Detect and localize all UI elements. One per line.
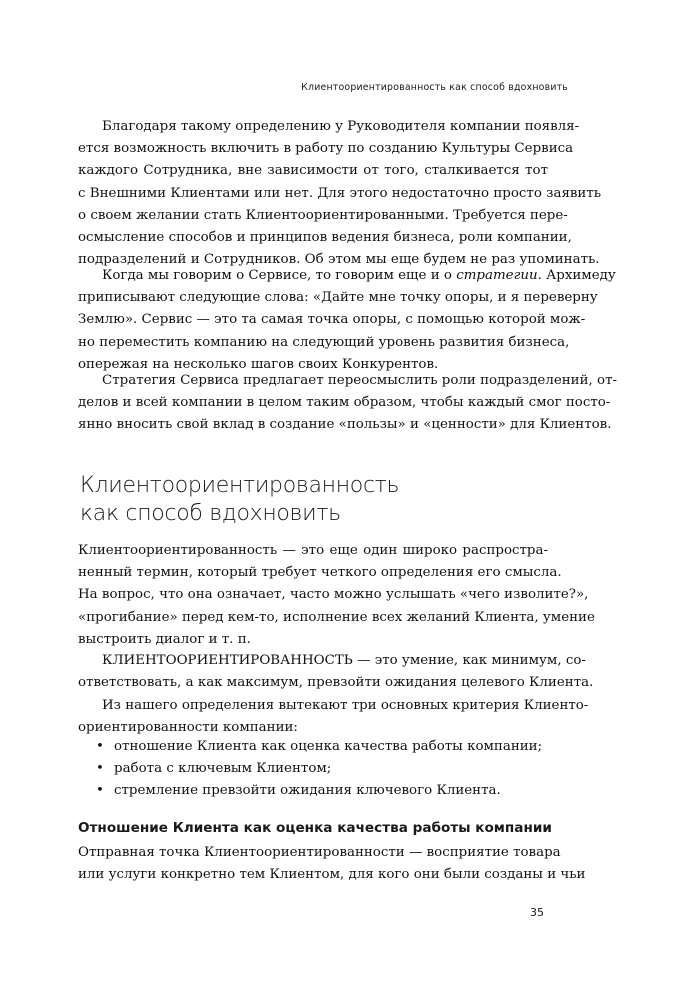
text-line: ется возможность включить в работу по созданию Культуры Сервиса bbox=[78, 141, 574, 157]
section-title bbox=[80, 472, 399, 528]
list-item bbox=[96, 736, 542, 758]
text-line: ответствовать, а как максимум, превзойти ожидания целевого Клиента. bbox=[78, 675, 594, 691]
section-title-line: Клиентоориентированность bbox=[80, 473, 400, 498]
text-line: КЛИЕНТООРИЕНТИРОВАННОСТЬ — это умение, как минимум, со- bbox=[102, 653, 586, 668]
paragraph-2 bbox=[78, 265, 616, 376]
paragraph-1 bbox=[78, 116, 602, 271]
running-header: Клиентоориентированность как способ вдохновить bbox=[301, 82, 568, 93]
subheading: Отношение Клиента как оценка качества работы компании bbox=[78, 820, 552, 836]
text-line: «прогибание» перед кем-то, исполнение всех желаний Клиента, умение bbox=[78, 609, 595, 625]
text-line: приписывают следующие слова: «Дайте мне точку опоры, и я переверну bbox=[78, 290, 598, 306]
text-line: делов и всей компании в целом таким образом, чтобы каждый смог посто- bbox=[78, 395, 611, 411]
text-line: На вопрос, что она означает, часто можно услышать «чего изволите?», bbox=[78, 587, 589, 603]
text-line: Стратегия Сервиса предлагает переосмыслить роли подразделений, от- bbox=[102, 373, 618, 388]
text-line: Из нашего определения вытекают три основных критерия Клиенто- bbox=[102, 698, 589, 713]
text-line: Клиентоориентированность — это еще один широко распростра- bbox=[78, 543, 548, 558]
italic-term: стратегии bbox=[456, 268, 538, 283]
paragraph-7 bbox=[78, 842, 586, 886]
text-line: ненный термин, который требует четкого определения его смысла. bbox=[78, 565, 562, 581]
list-item-text: работа с ключевым Клиентом; bbox=[114, 761, 332, 777]
section-title-line: как способ вдохновить bbox=[80, 501, 341, 526]
text-line: ориентированности компании: bbox=[78, 720, 298, 736]
text-line: выстроить диалог и т. п. bbox=[78, 631, 251, 647]
text-line: янно вносить свой вклад в создание «пользы» и «ценности» для Клиентов. bbox=[78, 417, 612, 433]
text-line: о своем желании стать Клиентоориентированными. Требуется пере- bbox=[78, 207, 568, 223]
bullet-marker: • bbox=[96, 739, 104, 754]
list-item-text: стремление превзойти ожидания ключевого Клиента. bbox=[114, 783, 501, 799]
text-run: . Архимеду bbox=[537, 268, 616, 283]
text-line: Отправная точка Клиентоориентированности — восприятие товара bbox=[78, 845, 561, 860]
text-line: осмысление способов и принципов ведения бизнеса, роли компании, bbox=[78, 229, 572, 245]
list-item-text: отношение Клиента как оценка качества работы компании; bbox=[114, 739, 543, 754]
bullet-list bbox=[96, 736, 542, 803]
text-line: опережая на несколько шагов своих Конкурентов. bbox=[78, 356, 439, 372]
text-run: Когда мы говорим о Сервисе, то говорим еще и о bbox=[102, 268, 457, 283]
text-line: Благодаря такому определению у Руководителя компании появля- bbox=[102, 119, 580, 134]
text-line bbox=[78, 265, 616, 287]
list-item bbox=[96, 758, 542, 780]
text-line: каждого Сотрудника, вне зависимости от того, сталкивается тот bbox=[78, 163, 548, 179]
paragraph-5 bbox=[78, 650, 594, 694]
text-line: Землю». Сервис — это та самая точка опоры, с помощью которой мож- bbox=[78, 312, 586, 328]
paragraph-3 bbox=[78, 370, 618, 437]
text-line: подразделений и Сотрудников. Об этом мы еще будем не раз упоминать. bbox=[78, 252, 600, 268]
text-line: или услуги конкретно тем Клиентом, для кого они были созданы и чьи bbox=[78, 867, 586, 883]
text-line: с Внешними Клиентами или нет. Для этого недостаточно просто заявить bbox=[78, 185, 602, 201]
paragraph-4 bbox=[78, 540, 595, 651]
text-line: но переместить компанию на следующий уровень развития бизнеса, bbox=[78, 334, 570, 350]
page-number: 35 bbox=[530, 906, 544, 919]
list-item bbox=[96, 780, 542, 802]
bullet-marker: • bbox=[96, 783, 104, 799]
paragraph-6 bbox=[78, 695, 589, 739]
bullet-marker: • bbox=[96, 761, 104, 777]
